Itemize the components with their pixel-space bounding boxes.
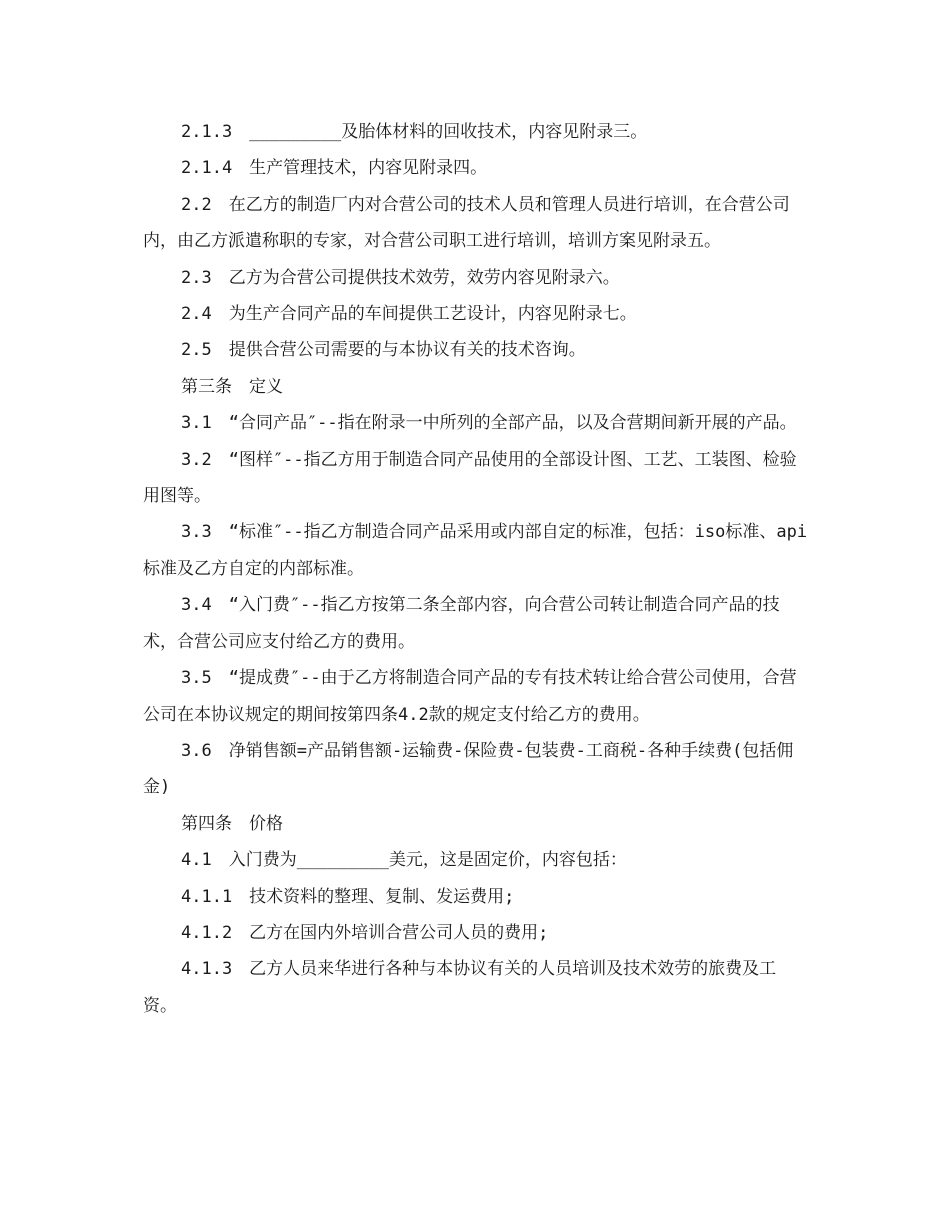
paragraph-4-1-1: 4.1.1 技术资料的整理、复制、发运费用; <box>181 886 515 907</box>
article-3-heading: 第三条 定义 <box>181 376 283 397</box>
paragraph-2-1-3: 2.1.3 _________及胎体材料的回收技术，内容见附录三。 <box>181 122 648 142</box>
paragraph-2-1-4: 2.1.4 生产管理技术，内容见附录四。 <box>181 158 488 179</box>
paragraph-2-2: 2.2 在乙方的制造厂内对合营公司的技术人员和管理人员进行培训，在合营公司内，由乙方派遣称职的专家，对合营公司职工进行培训，培训方案见附录五。 <box>143 194 790 252</box>
paragraph-2-5: 2.5 提供合营公司需要的与本协议有关的技术咨询。 <box>181 340 586 361</box>
paragraph-3-5: 3.5 “提成费″--由于乙方将制造合同产品的专有技术转让给合营公司使用，合营公司在本协议规定的期间按第四条4.2款的规定支付给乙方的费用。 <box>143 668 797 725</box>
paragraph-3-2: 3.2 “图样″--指乙方用于制造合同产品使用的全部设计图、工艺、工装图、检验用图等。 <box>143 449 797 507</box>
paragraph-2-3: 2.3 乙方为合营公司提供技术效劳，效劳内容见附录六。 <box>181 267 620 288</box>
paragraph-3-1: 3.1 “合同产品″--指在附录一中所列的全部产品，以及合营期间新开展的产品。 <box>181 413 797 434</box>
document-body <box>143 114 809 1024</box>
article-4-heading: 第四条 价格 <box>181 813 283 834</box>
paragraph-3-3: 3.3 “标准″--指乙方制造合同产品采用或内部自定的标准，包括：iso标准、api标准及乙方自定的内部标准。 <box>143 522 808 579</box>
paragraph-2-4: 2.4 为生产合同产品的车间提供工艺设计，内容见附录七。 <box>181 304 637 325</box>
paragraph-4-1-2: 4.1.2 乙方在国内外培训合营公司人员的费用; <box>181 922 549 943</box>
paragraph-3-6: 3.6 净销售额=产品销售额-运输费-保险费-包装费-工商税-各种手续费(包括佣金) <box>143 740 794 798</box>
paragraph-3-4: 3.4 “入门费″--指乙方按第二条全部内容，向合营公司转让制造合同产品的技术，合营公司应支付给乙方的费用。 <box>143 595 780 652</box>
paragraph-4-1: 4.1 入门费为_________美元，这是固定价，内容包括： <box>181 850 627 871</box>
paragraph-4-1-3: 4.1.3 乙方人员来华进行各种与本协议有关的人员培训及技术效劳的旅费及工资。 <box>143 959 777 1016</box>
